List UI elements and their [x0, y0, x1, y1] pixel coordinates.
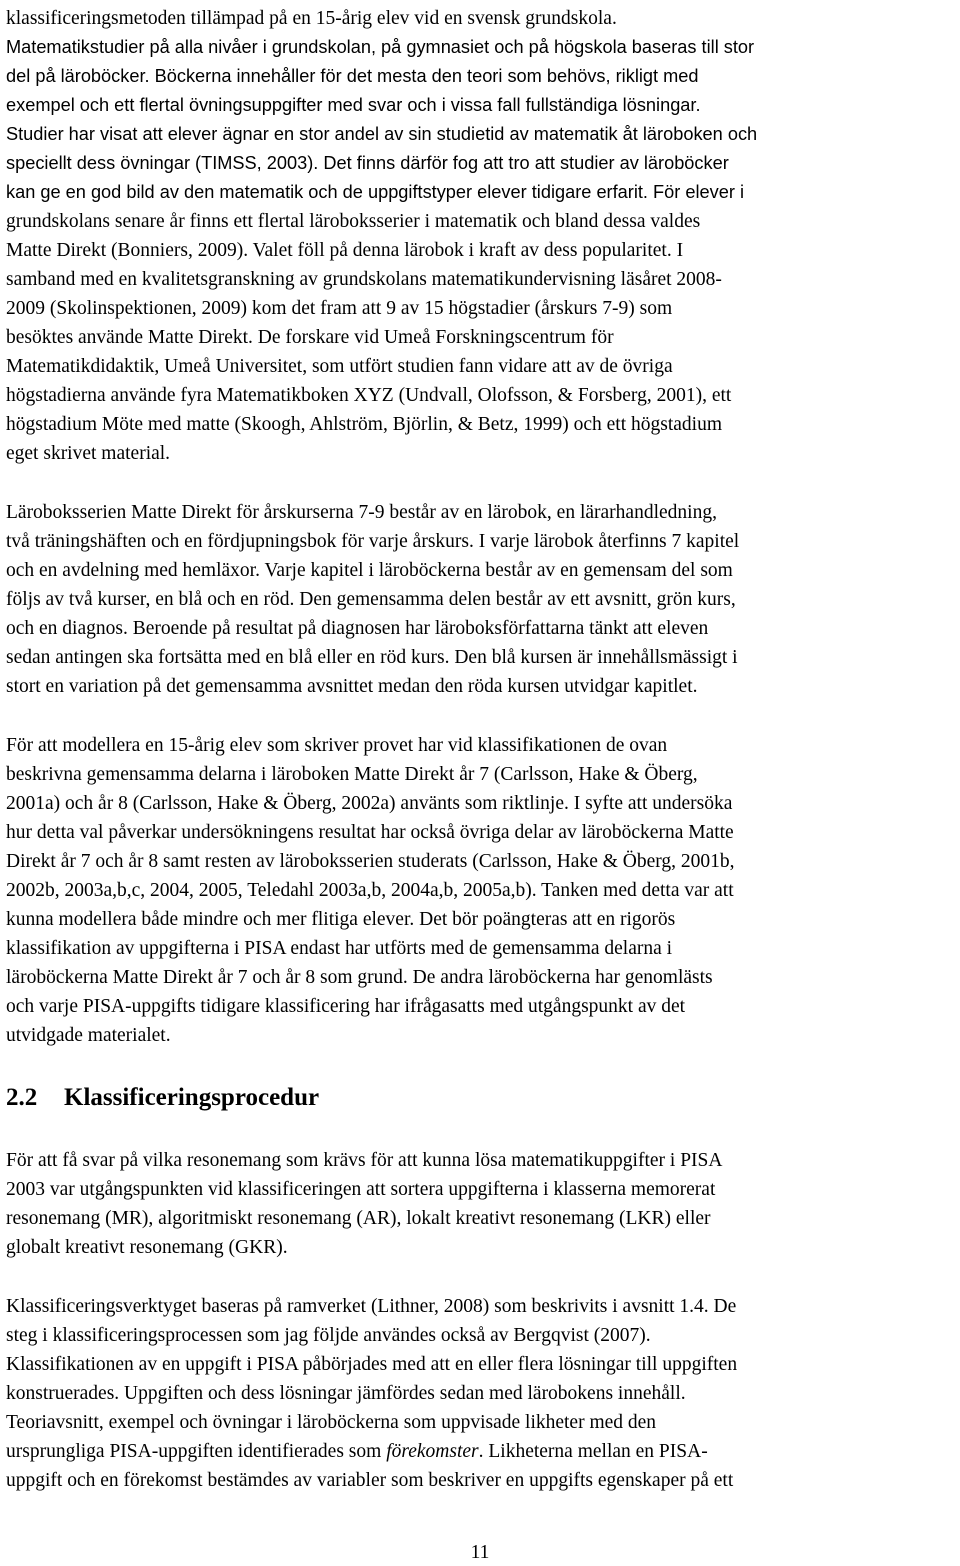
text-line: exempel och ett flertal övningsuppgifter med svar och i vissa fall fullständiga lösningar. [6, 95, 701, 115]
section-heading [6, 1080, 319, 1116]
text-line: Studier har visat att elever ägnar en stor andel av sin studietid av matematik åt läroboken och [6, 124, 758, 144]
text-line: följs av två kurser, en blå och en röd. Den gemensamma delen består av ett avsnitt, grön kurs, [6, 589, 736, 610]
text-line: stort en variation på det gemensamma avsnittet medan den röda kursen utvidgar kapitlet. [6, 676, 698, 697]
text-line: speciellt dess övningar (TIMSS, 2003). Det finns därför fog att tro att studier av läroböcker [6, 153, 729, 173]
text-line: beskrivna gemensamma delarna i läroboken Matte Direkt år 7 (Carlsson, Hake & Öberg, [6, 764, 698, 785]
paragraph-matte-direkt [6, 498, 960, 701]
text-line: Matematikdidaktik, Umeå Universitet, som utfört studien fann vidare att av de övriga [6, 356, 673, 377]
text-line: 2002b, 2003a,b,c, 2004, 2005, Teledahl 2003a,b, 2004a,b, 2005a,b). Tanken med detta var att [6, 880, 734, 901]
text-line [6, 1437, 960, 1466]
text-line: För att få svar på vilka resonemang som krävs för att kunna lösa matematikuppgifter i PISA [6, 1150, 723, 1171]
text-line: högstadierna använde fyra Matematikboken XYZ (Undvall, Olofsson, & Forsberg, 2001), ett [6, 385, 732, 406]
text-line: Teoriavsnitt, exempel och övningar i läroböckerna som uppvisade likheter med den [6, 1412, 657, 1433]
text-line: högstadium Möte med matte (Skoogh, Ahlström, Björlin, & Betz, 1999) och ett högstadium [6, 414, 723, 435]
text-line: Direkt år 7 och år 8 samt resten av läroboksserien studerats (Carlsson, Hake & Öberg, 2001b, [6, 851, 735, 872]
emphasized-term: förekomster [386, 1441, 479, 1462]
text-line: två träningshäften och en fördjupningsbok för varje årskurs. I varje lärobok återfinns 7 kapitel [6, 531, 740, 552]
text-line: hur detta val påverkar undersökningens resultat har också övriga delar av läroböckerna Matte [6, 822, 734, 843]
text-segment: ursprungliga PISA-uppgiften identifierades som [6, 1441, 387, 1462]
text-line: resonemang (MR), algoritmiskt resonemang (AR), lokalt kreativt resonemang (LKR) eller [6, 1208, 711, 1229]
text-line: samband med en kvalitetsgranskning av grundskolans matematikundervisning läsåret 2008- [6, 269, 722, 290]
text-segment: . Likheterna mellan en PISA- [478, 1441, 708, 1462]
text-line: klassificeringsmetoden tillämpad på en 15-årig elev vid en svensk grundskola. [6, 8, 617, 29]
section-title: Klassificeringsprocedur [64, 1084, 320, 1111]
text-line: Klassificeringsverktyget baseras på ramverket (Lithner, 2008) som beskrivits i avsnitt 1.4. De [6, 1296, 737, 1317]
text-line: klassifikation av uppgifterna i PISA endast har utförts med de gemensamma delarna i [6, 938, 673, 959]
paragraph-textbook-intro [6, 4, 960, 468]
paragraph-classification-tool [6, 1292, 960, 1495]
text-line: Matematikstudier på alla nivåer i grundskolan, på gymnasiet och på högskola baseras till stor [6, 37, 755, 57]
text-line: globalt kreativt resonemang (GKR). [6, 1237, 288, 1258]
text-line: kan ge en god bild av den matematik och de uppgiftstyper elever tidigare erfarit. För elever i [6, 182, 745, 202]
text-line: grundskolans senare år finns ett flertal läroboksserier i matematik och bland dessa valdes [6, 211, 701, 232]
text-line: uppgift och en förekomst bestämdes av variabler som beskriver en uppgifts egenskaper på ett [6, 1470, 734, 1491]
text-line: eget skrivet material. [6, 443, 171, 464]
text-line: utvidgade materialet. [6, 1025, 171, 1046]
text-line: sedan antingen ska fortsätta med en blå eller en röd kurs. Den blå kursen är innehållsmässigt i [6, 647, 738, 668]
text-line: Matte Direkt (Bonniers, 2009). Valet föll på denna lärobok i kraft av dess popularitet. I [6, 240, 684, 261]
text-line: och en diagnos. Beroende på resultat på diagnosen har läroboksförfattarna tänkt att eleven [6, 618, 709, 639]
paragraph-classification-aim [6, 1146, 960, 1262]
text-line: Klassifikationen av en uppgift i PISA påbörjades med att en eller flera lösningar till uppgiften [6, 1354, 738, 1375]
text-line: del på läroböcker. Böckerna innehåller för det mesta den teori som behövs, rikligt med [6, 66, 699, 86]
text-line: och varje PISA-uppgifts tidigare klassificering har ifrågasatts med utgångspunkt av det [6, 996, 686, 1017]
section-number: 2.2 [6, 1084, 38, 1111]
text-line: besöktes använde Matte Direkt. De forskare vid Umeå Forskningscentrum för [6, 327, 614, 348]
text-line: 2003 var utgångspunkten vid klassificeringen att sortera uppgifterna i klasserna memorerat [6, 1179, 716, 1200]
text-line: steg i klassificeringsprocessen som jag följde användes också av Bergqvist (2007). [6, 1325, 651, 1346]
text-line: och en avdelning med hemläxor. Varje kapitel i läroböckerna består av en gemensam del som [6, 560, 733, 581]
text-line: 2009 (Skolinspektionen, 2009) kom det fram att 9 av 15 högstadier (årskurs 7-9) som [6, 298, 673, 319]
text-line: konstruerades. Uppgiften och dess lösningar jämfördes sedan med lärobokens innehåll. [6, 1383, 686, 1404]
paragraph-modelling [6, 731, 960, 1050]
text-line: För att modellera en 15-årig elev som skriver provet har vid klassifikationen de ovan [6, 735, 668, 756]
text-line: 2001a) och år 8 (Carlsson, Hake & Öberg, 2002a) använts som riktlinje. I syfte att undersöka [6, 793, 733, 814]
text-line: Läroboksserien Matte Direkt för årskurserna 7-9 består av en lärobok, en lärarhandledning, [6, 502, 717, 523]
page-number: 11 [470, 1542, 490, 1563]
text-line: läroböckerna Matte Direkt år 7 och år 8 som grund. De andra läroböckerna har genomlästs [6, 967, 713, 988]
text-line: kunna modellera både mindre och mer flitiga elever. Det bör poängteras att en rigorös [6, 909, 676, 930]
